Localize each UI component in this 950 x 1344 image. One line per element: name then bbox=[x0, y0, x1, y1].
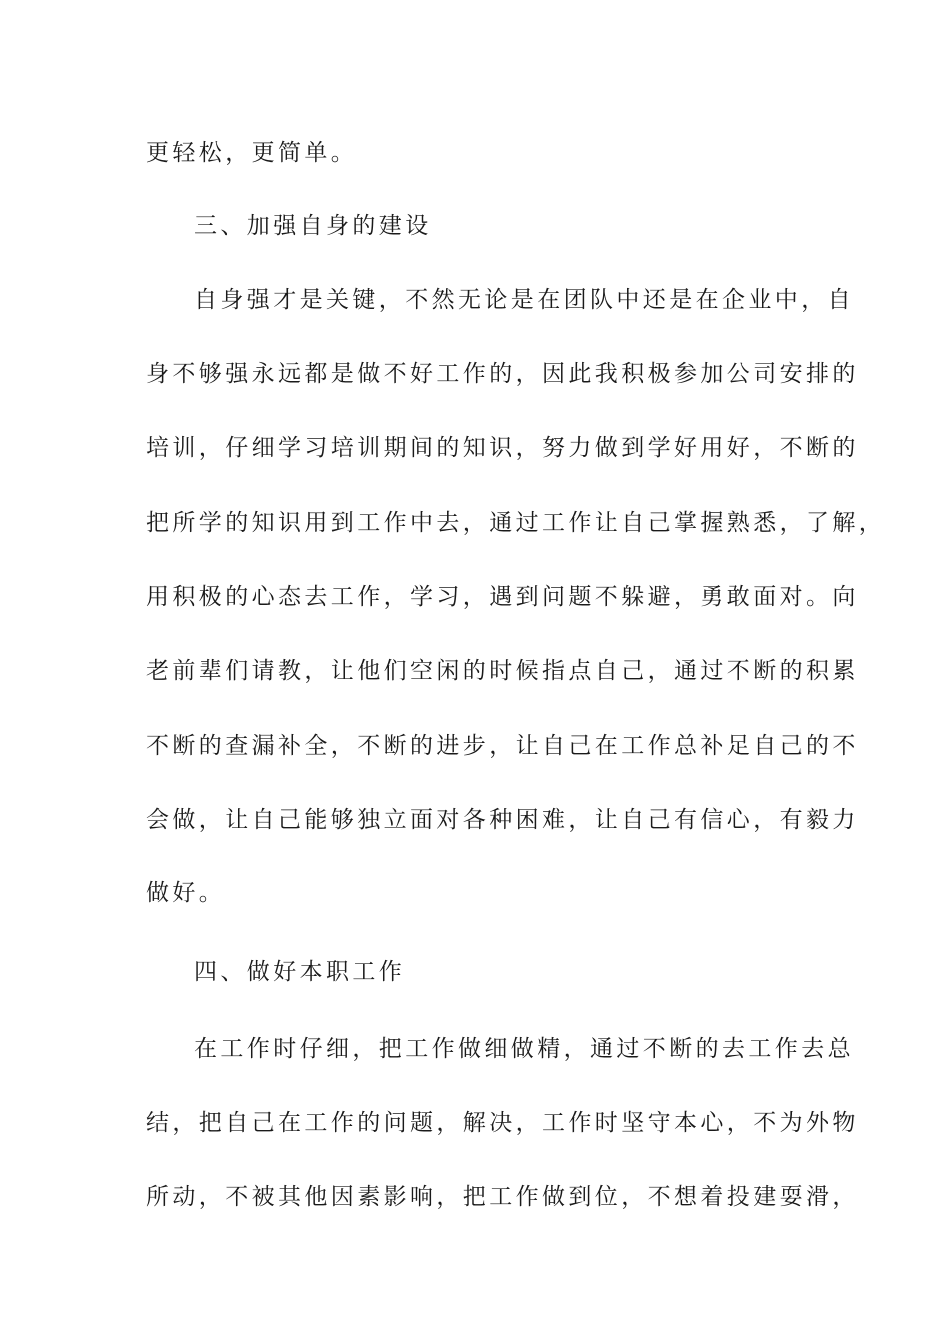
paragraph-line: 培训，仔细学习培训期间的知识，努力做到学好用好，不断的 bbox=[146, 435, 859, 461]
paragraph-line: 结，把自己在工作的问题，解决，工作时坚守本心，不为外物 bbox=[146, 1110, 859, 1136]
paragraph-line: 做好。 bbox=[146, 880, 226, 906]
paragraph-line: 会做，让自己能够独立面对各种困难，让自己有信心，有毅力 bbox=[146, 807, 859, 833]
paragraph-line: 把所学的知识用到工作中去，通过工作让自己掌握熟悉，了解， bbox=[146, 510, 886, 536]
paragraph-line: 老前辈们请教，让他们空闲的时候指点自己，通过不断的积累 bbox=[146, 658, 859, 684]
paragraph-line: 用积极的心态去工作，学习，遇到问题不躲避，勇敢面对。向 bbox=[146, 584, 859, 610]
paragraph-line: 自身强才是关键，不然无论是在团队中还是在企业中，自 bbox=[194, 287, 854, 313]
paragraph-line: 在工作时仔细，把工作做细做精，通过不断的去工作去总 bbox=[194, 1036, 854, 1062]
section-heading: 四、做好本职工作 bbox=[194, 959, 406, 985]
paragraph-line: 更轻松，更简单。 bbox=[146, 140, 358, 166]
paragraph-line: 所动，不被其他因素影响，把工作做到位，不想着投建耍滑， bbox=[146, 1184, 859, 1210]
paragraph-line: 身不够强永远都是做不好工作的，因此我积极参加公司安排的 bbox=[146, 361, 859, 387]
section-heading: 三、加强自身的建设 bbox=[194, 213, 432, 239]
paragraph-line: 不断的查漏补全，不断的进步，让自己在工作总补足自己的不 bbox=[146, 733, 859, 759]
